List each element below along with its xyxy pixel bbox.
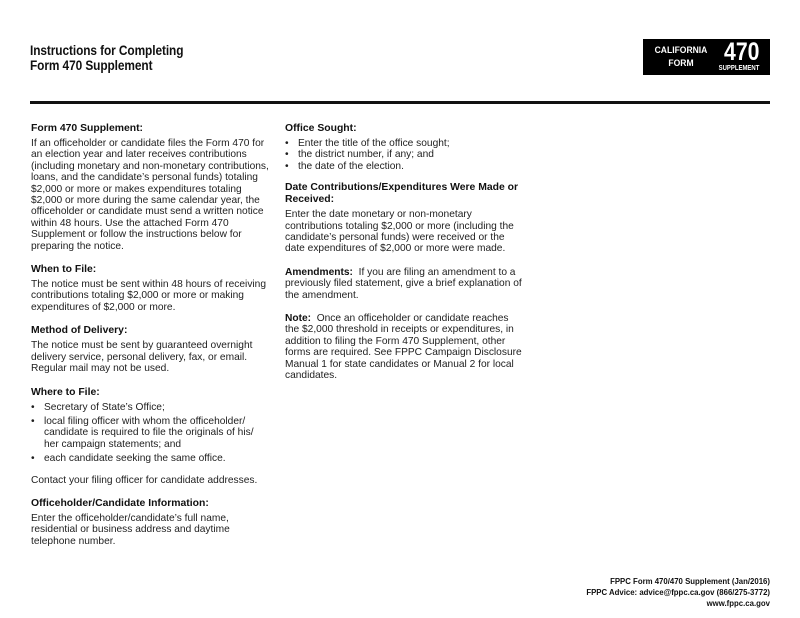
section-office-sought bbox=[285, 123, 525, 172]
section-note: Contact your filing officer for candidate addresses. bbox=[31, 474, 258, 486]
list-item: • the district number, if any; and bbox=[285, 149, 525, 160]
section-body: Enter the officeholder/candidate’s full name, residential or business address and daytime telephone number. bbox=[31, 512, 230, 547]
right-column bbox=[285, 123, 525, 394]
document-footer bbox=[586, 576, 770, 609]
section-when-to-file bbox=[31, 264, 271, 313]
section-body: Enter the date monetary or non-monetary contributions totaling $2,000 or more (including the candidate’s personal funds) were received or the date expenditures of $2,000 or more were made. bbox=[285, 209, 514, 255]
section-form470-supplement bbox=[31, 123, 271, 252]
section-date-contributions bbox=[285, 182, 525, 255]
list-item: • Secretary of State’s Office; bbox=[31, 402, 271, 413]
section-where-to-file bbox=[31, 387, 271, 486]
list-item: • local filing officer with whom the officeholder/ candidate is required to file the originals of his/ her campaign statements; and bbox=[31, 416, 271, 450]
office-sought-list bbox=[285, 138, 525, 172]
title-line-1: Instructions for Completing bbox=[30, 43, 184, 58]
footer-form-line: FPPC Form 470/470 Supplement (Jan/2016) bbox=[610, 577, 770, 586]
section-body: If an officeholder or candidate files the Form 470 for an election year and later receives contributions (including monetary and non-monetary contributions, loans, and the candidate’s personal funds) totaling $2,000 or more or makes expenditures totaling $2,000 or more during the same calendar year, the officeholder or candidate must send a written notice within 48 hours. Use the attached Form 470 Supplement or follow the instructions below for preparing the notice. bbox=[31, 138, 269, 252]
badge-form-number: 470 bbox=[724, 38, 760, 66]
footer-advice-line: FPPC Advice: advice@fppc.ca.gov (866/275-3772) bbox=[586, 588, 770, 597]
left-column bbox=[31, 123, 271, 559]
list-item: • each candidate seeking the same office. bbox=[31, 453, 271, 464]
footer-website: www.fppc.ca.gov bbox=[706, 599, 770, 608]
form-badge bbox=[643, 39, 770, 75]
amendments-body: If you are filing an amendment to a previously filed statement, give a brief explanation of the amendment. bbox=[285, 266, 522, 301]
section-heading: Office Sought: bbox=[285, 123, 357, 134]
list-item: • the date of the election. bbox=[285, 161, 525, 172]
badge-state-line-1: CALIFORNIA bbox=[654, 45, 708, 56]
note-label: Note: bbox=[285, 313, 312, 325]
section-body: The notice must be sent within 48 hours of receiving contributions totaling $2,000 or more or making expenditures of $2,000 or more. bbox=[31, 279, 267, 313]
section-heading: Form 470 Supplement: bbox=[31, 123, 144, 134]
list-item: • Enter the title of the office sought; bbox=[285, 138, 525, 149]
section-note bbox=[285, 313, 525, 381]
section-heading: Method of Delivery: bbox=[31, 325, 128, 337]
title-line-2: Form 470 Supplement bbox=[30, 58, 153, 73]
badge-state-line-2: FORM bbox=[668, 58, 694, 69]
section-heading: When to File: bbox=[31, 264, 97, 276]
section-body: The notice must be sent by guaranteed overnight delivery service, personal delivery, fax, or email. Regular mail may not be used. bbox=[31, 340, 253, 375]
note-body: Once an officeholder or candidate reaches the $2,000 threshold in receipts or expenditures, in addition to filing the Form 470 Supplement, other forms are required. See FPPC Campaign Disclosure Manual 1 for state candidates or Manual 2 for local candidates. bbox=[285, 313, 522, 382]
section-heading: Date Contributions/Expenditures Were Made or Received: bbox=[285, 182, 519, 206]
section-heading: Where to File: bbox=[31, 386, 100, 398]
section-officeholder-info bbox=[31, 498, 271, 547]
header-divider bbox=[30, 101, 770, 104]
badge-form-suffix: SUPPLEMENT bbox=[718, 65, 760, 72]
section-heading: Officeholder/Candidate Information: bbox=[31, 497, 209, 509]
badge-state-label bbox=[654, 44, 708, 70]
where-to-file-list bbox=[31, 402, 271, 465]
section-method-of-delivery bbox=[31, 325, 271, 374]
amendments-label: Amendments: bbox=[285, 266, 353, 278]
section-amendments bbox=[285, 267, 525, 301]
document-title bbox=[30, 43, 183, 73]
